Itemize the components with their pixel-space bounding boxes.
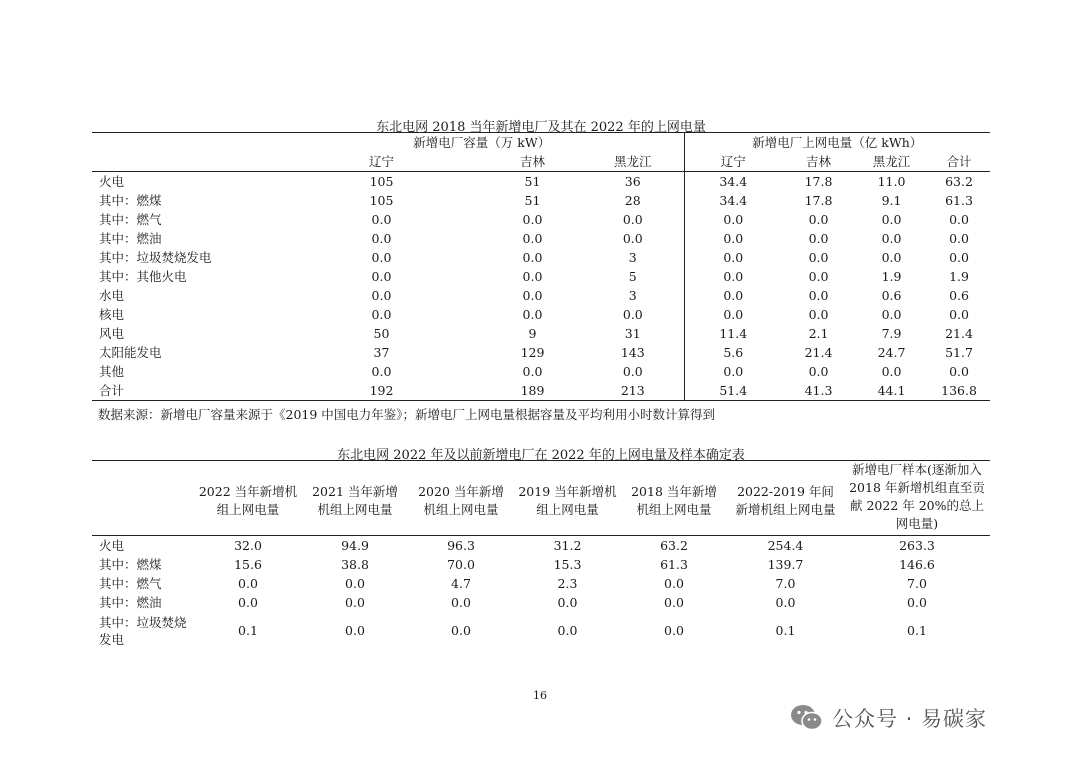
table1-cell: 0.0 <box>808 364 829 379</box>
table2-cell: 7.0 <box>907 576 927 591</box>
table1-row-label: 太阳能发电 <box>99 345 162 360</box>
table2-cell: 139.7 <box>767 557 804 572</box>
table1-row <box>92 362 990 381</box>
table1-cell: 0.0 <box>723 307 744 322</box>
table1-cell: 0.0 <box>949 364 969 379</box>
table1-cell: 0.0 <box>522 288 543 303</box>
table1-cell: 51.7 <box>945 345 973 360</box>
table1 <box>92 132 990 401</box>
table2-row-label: 其中：燃煤 <box>99 557 162 572</box>
table1-row-label: 其中：垃圾焚烧发电 <box>99 250 212 265</box>
table2-cell: 0.1 <box>775 622 796 638</box>
table1-cell: 0.0 <box>723 250 744 265</box>
table2 <box>92 460 990 648</box>
table2-cell: 263.3 <box>899 538 935 553</box>
table1-cell: 0.0 <box>522 307 543 322</box>
table1-cell: 0.0 <box>808 269 829 284</box>
table2-cell: 0.0 <box>557 595 578 610</box>
table1-cell: 21.4 <box>804 345 833 360</box>
table2-cell: 15.6 <box>234 557 262 572</box>
table1-cell: 1.9 <box>949 269 969 284</box>
table2-cell: 0.0 <box>775 595 796 610</box>
table1-cell: 0.0 <box>723 231 744 246</box>
table2-cell: 96.3 <box>447 538 475 553</box>
table1-cell: 0.0 <box>522 250 543 265</box>
table1-cell: 0.0 <box>949 250 969 265</box>
table1-cell: 0.0 <box>808 231 829 246</box>
table1-cell: 0.0 <box>522 212 543 227</box>
table1-cell: 2.1 <box>808 326 829 341</box>
table1-cell: 34.4 <box>719 174 748 189</box>
table1-row <box>92 210 990 229</box>
table2-row-label: 火电 <box>99 538 125 553</box>
table1-cell: 0.0 <box>582 362 684 381</box>
table1-row-label: 火电 <box>99 174 125 189</box>
table2-col-header: 2022 当年新增机组上网电量 <box>194 461 302 536</box>
table1-cell: 51 <box>524 174 541 189</box>
table1-cell: 0.0 <box>881 364 902 379</box>
table2-cell: 0.0 <box>907 595 927 610</box>
table1-cell: 0.6 <box>881 288 902 303</box>
table2-col-header: 2019 当年新增机组上网电量 <box>514 461 621 536</box>
table1-cell: 0.0 <box>522 364 543 379</box>
table1-col-header: 辽宁 <box>280 152 483 172</box>
table1-cell: 11.0 <box>877 174 906 189</box>
table1-row <box>92 191 990 210</box>
table1-cell: 0.0 <box>582 229 684 248</box>
table2-cell: 0.0 <box>451 595 471 610</box>
table1-cell: 17.8 <box>804 193 833 208</box>
table2-cell: 0.0 <box>345 576 365 591</box>
table1-row-label: 水电 <box>99 288 125 303</box>
table2-row <box>92 574 990 593</box>
table2-cell: 0.0 <box>345 622 365 638</box>
table1-cell: 192 <box>369 383 394 398</box>
table2-col-header: 2021 当年新增机组上网电量 <box>302 461 408 536</box>
table1-cell: 17.8 <box>804 174 833 189</box>
table1-cell: 105 <box>369 193 394 208</box>
table1-col-header: 黑龙江 <box>855 152 928 172</box>
table2-col-header: 2022-2019 年间新增机组上网电量 <box>727 461 844 536</box>
page-number: 16 <box>533 689 547 702</box>
table2-cell: 2.3 <box>557 576 578 591</box>
table1-row <box>92 381 990 401</box>
table1-cell: 1.9 <box>881 269 902 284</box>
table1-cell: 31 <box>582 324 684 343</box>
table1-row-label: 合计 <box>99 383 125 398</box>
table1-cell: 0.0 <box>371 231 392 246</box>
table1-row <box>92 305 990 324</box>
table2-cell: 0.0 <box>345 595 365 610</box>
table1-row <box>92 229 990 248</box>
table2-row-label: 其中：垃圾焚烧发电 <box>99 615 187 647</box>
table2-cell: 61.3 <box>660 557 688 572</box>
table1-cell: 21.4 <box>945 326 973 341</box>
table1-cell: 28 <box>582 191 684 210</box>
table1-cell: 50 <box>373 326 390 341</box>
table1-cell: 9.1 <box>881 193 902 208</box>
table1-row-label: 其中：燃油 <box>99 231 162 246</box>
table1-col-header: 黑龙江 <box>582 152 684 172</box>
table1-cell: 0.0 <box>522 269 543 284</box>
table2-cell: 31.2 <box>553 538 582 553</box>
table1-cell: 61.3 <box>945 193 973 208</box>
table1-row-label: 其中：燃气 <box>99 212 162 227</box>
table1-cell: 105 <box>369 174 394 189</box>
table1-cell: 7.9 <box>881 326 902 341</box>
table2-cell: 7.0 <box>775 576 796 591</box>
table1-cell: 0.0 <box>881 231 902 246</box>
table2-cell: 32.0 <box>234 538 262 553</box>
table2-row <box>92 555 990 574</box>
table2-cell: 4.7 <box>451 576 471 591</box>
table1-cell: 0.0 <box>881 212 902 227</box>
table1-cell: 0.0 <box>881 307 902 322</box>
table2-cell: 0.0 <box>664 622 684 638</box>
table1-cell: 0.0 <box>371 307 392 322</box>
table1-cell: 3 <box>582 286 684 305</box>
table1-source-note: 数据来源：新增电厂容量来源于《2019 中国电力年鉴》；新增电厂上网电量根据容量及平均利用小时数计算得到 <box>98 407 716 422</box>
table2-cell: 0.1 <box>907 622 927 638</box>
table1-cell: 51.4 <box>719 383 748 398</box>
table1-cell: 0.0 <box>582 305 684 324</box>
table1-row-label: 其中：其他火电 <box>99 269 187 284</box>
table1-col-header: 吉林 <box>483 152 582 172</box>
table2-cell: 146.6 <box>899 557 935 572</box>
table1-row <box>92 172 990 192</box>
table2-col-header: 2020 当年新增机组上网电量 <box>408 461 514 536</box>
table1-row <box>92 324 990 343</box>
table2-cell: 15.3 <box>553 557 582 572</box>
table2-cell: 94.9 <box>341 538 369 553</box>
table2-col-header: 新增电厂样本(逐渐加入 2018 年新增机组直至贡献 2022 年 20%的总上网电量) <box>844 461 990 536</box>
table1-row <box>92 286 990 305</box>
table2-cell: 0.0 <box>557 622 578 638</box>
table1-cell: 0.0 <box>371 212 392 227</box>
table2-col-header: 2018 当年新增机组上网电量 <box>621 461 727 536</box>
table2-cell: 70.0 <box>447 557 475 572</box>
table1-cell: 3 <box>582 248 684 267</box>
table1-cell: 0.0 <box>808 307 829 322</box>
table2-cell: 38.8 <box>341 557 369 572</box>
table1-capacity-group-header: 新增电厂容量（万 kW） <box>280 133 684 153</box>
table1-row <box>92 248 990 267</box>
table1-cell: 0.6 <box>949 288 969 303</box>
table1-cell: 0.0 <box>949 212 969 227</box>
table1-row-label: 风电 <box>99 326 125 341</box>
wechat-icon <box>790 704 824 732</box>
table2-row-label: 其中：燃气 <box>99 576 162 591</box>
table1-cell: 0.0 <box>808 288 829 303</box>
table1-cell: 129 <box>520 345 545 360</box>
table2-cell: 0.1 <box>238 622 258 638</box>
table1-title: 东北电网 2018 当年新增电厂及其在 2022 年的上网电量 <box>376 120 706 135</box>
table1-cell: 5 <box>582 267 684 286</box>
table1-energy-group-header: 新增电厂上网电量（亿 kWh） <box>752 135 923 150</box>
table1-row-label: 其中：燃煤 <box>99 193 162 208</box>
table1-cell: 0.0 <box>522 231 543 246</box>
table1-cell: 5.6 <box>723 345 744 360</box>
table1-cell: 0.0 <box>723 212 744 227</box>
table2-cell: 0.0 <box>664 595 684 610</box>
table1-cell: 143 <box>582 343 684 362</box>
table1-cell: 11.4 <box>719 326 748 341</box>
table1-cell: 44.1 <box>877 383 906 398</box>
table1-cell: 0.0 <box>808 212 829 227</box>
table1-cell: 0.0 <box>949 307 969 322</box>
table2-row <box>92 593 990 612</box>
table1-row-label: 其他 <box>99 364 125 379</box>
table1-cell: 136.8 <box>941 383 977 398</box>
table2-cell: 63.2 <box>660 538 688 553</box>
table1-cell: 0.0 <box>582 210 684 229</box>
watermark <box>790 703 987 733</box>
table2-row <box>92 536 990 556</box>
table2-cell: 0.0 <box>451 622 471 638</box>
table1-cell: 36 <box>582 172 684 192</box>
table1-col-header: 合计 <box>928 152 990 172</box>
table1-cell: 37 <box>373 345 390 360</box>
table1-cell: 0.0 <box>808 250 829 265</box>
table2-title: 东北电网 2022 年及以前新增电厂在 2022 年的上网电量及样本确定表 <box>337 448 745 463</box>
table1-row <box>92 267 990 286</box>
table2-cell: 0.0 <box>664 576 684 591</box>
table1-cell: 0.0 <box>723 288 744 303</box>
table1-cell: 0.0 <box>371 288 392 303</box>
table1-col-header: 吉林 <box>782 152 855 172</box>
watermark-text: 公众号 · 易碳家 <box>832 707 988 731</box>
table1-cell: 34.4 <box>719 193 748 208</box>
table1-cell: 63.2 <box>945 174 973 189</box>
table1-cell: 41.3 <box>804 383 833 398</box>
table1-row <box>92 343 990 362</box>
table1-cell: 0.0 <box>723 269 744 284</box>
table1-cell: 51 <box>524 193 541 208</box>
table1-cell: 9 <box>528 326 537 341</box>
table1-cell: 213 <box>582 381 684 401</box>
table1-col-header: 辽宁 <box>684 152 782 172</box>
table2-cell: 0.0 <box>238 595 258 610</box>
table1-cell: 0.0 <box>371 269 392 284</box>
table1-cell: 24.7 <box>877 345 906 360</box>
table2-row <box>92 612 990 648</box>
table1-cell: 0.0 <box>723 364 744 379</box>
table2-cell: 0.0 <box>238 576 258 591</box>
table2-row-label: 其中：燃油 <box>99 595 162 610</box>
table2-cell: 254.4 <box>767 538 804 553</box>
table1-cell: 0.0 <box>371 364 392 379</box>
table1-cell: 0.0 <box>949 231 969 246</box>
table1-row-label: 核电 <box>99 307 125 322</box>
table1-cell: 0.0 <box>371 250 392 265</box>
table1-cell: 0.0 <box>881 250 902 265</box>
table1-cell: 189 <box>520 383 545 398</box>
